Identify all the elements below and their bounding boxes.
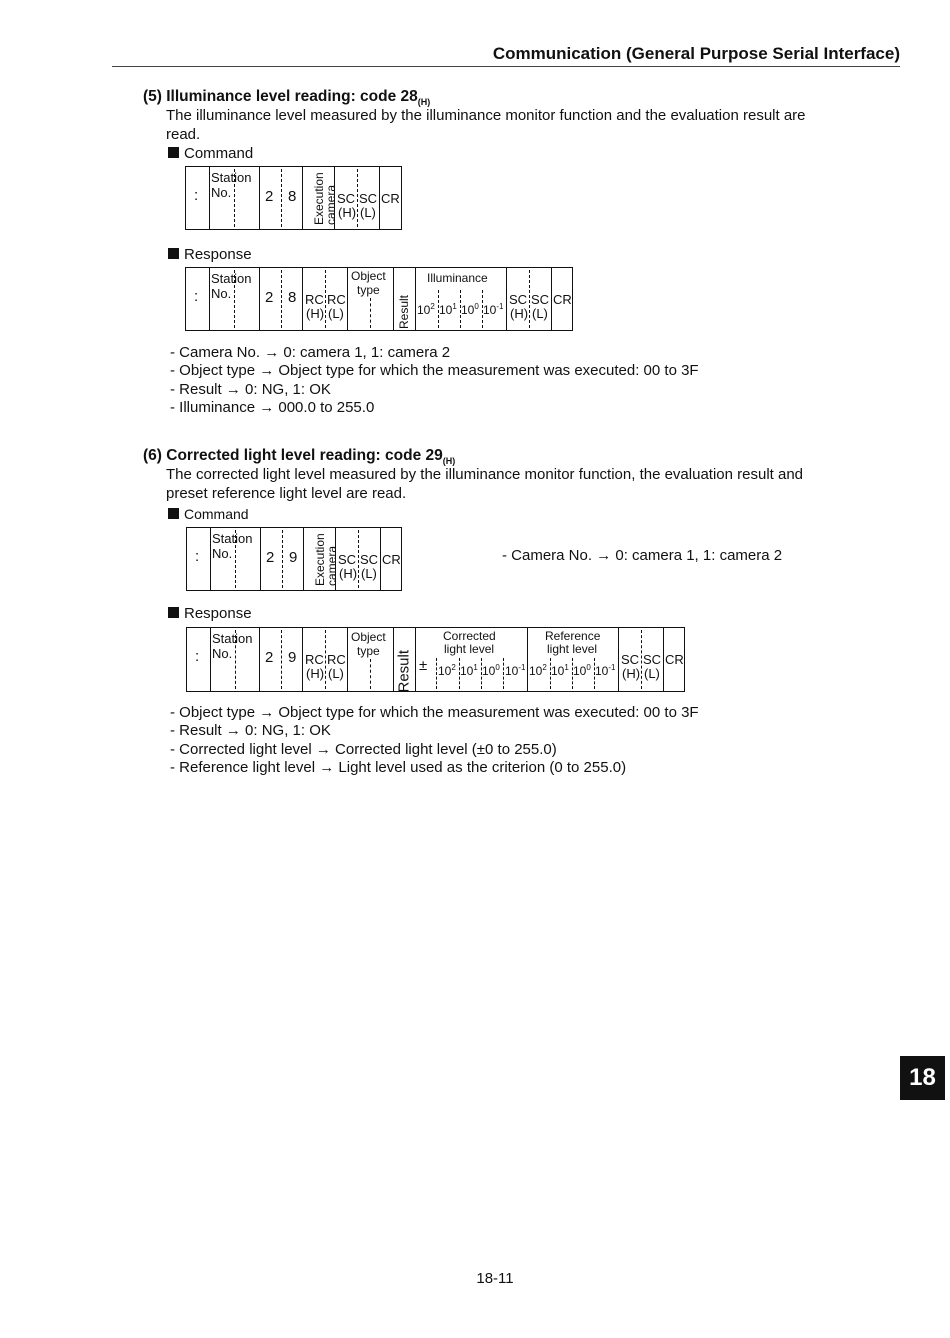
cmd5-station-divider [234, 169, 235, 227]
resp5-cr-cell [551, 268, 572, 330]
page-header [112, 42, 900, 67]
resp6-sc-h: SC [621, 652, 640, 667]
section5-note-2: - Object type → Object type for which the measurement was executed: 00 to 3F [170, 362, 699, 380]
resp5-code-divider [281, 270, 282, 328]
resp6-rc-h: RC [305, 652, 324, 667]
cmd6-sc-h: SC [338, 552, 357, 567]
resp6-r-pm1: $10^{-1}$ [595, 663, 616, 678]
resp5-h: (H) [306, 306, 325, 321]
cmd6-no: No. [212, 546, 233, 561]
cmd5-exec: Execution [312, 172, 326, 225]
resp5-ill-divider-2 [460, 290, 461, 328]
resp6-no: No. [212, 646, 233, 661]
cmd5-cr: CR [381, 191, 400, 206]
square-bullet-icon [168, 508, 179, 519]
resp5-object-divider [370, 298, 371, 328]
section6-response-label-text: Response [184, 605, 252, 622]
cmd6-h: (H) [339, 566, 358, 581]
page-number: 18-11 [476, 1270, 514, 1287]
resp6-plusminus: ± [419, 657, 428, 674]
cmd6-cr: CR [382, 552, 401, 567]
resp5-rc-cell [302, 268, 347, 330]
section5-desc-line1: The illuminance level measured by the illuminance monitor function and the evaluation result are [166, 107, 806, 124]
resp6-corrected-1: Corrected [443, 629, 496, 643]
cmd5-station: Station [211, 170, 252, 185]
cmd5-sc-cell [334, 167, 379, 229]
resp6-object-divider [370, 659, 371, 689]
section5-note-4: - Illuminance → 000.0 to 255.0 [170, 398, 375, 416]
resp5-ill-divider-1 [438, 290, 439, 328]
cmd6-code-cell [260, 528, 303, 590]
section5-description [166, 107, 866, 144]
cmd6-code-d1: 2 [266, 549, 275, 566]
section5-title-text: (5) Illuminance level reading: code 28 [143, 88, 418, 105]
cmd5-no: No. [211, 185, 232, 200]
cmd6-camera: camera [325, 545, 339, 586]
section6-title-text: (6) Corrected light level reading: code 29 [143, 447, 443, 464]
resp5-rc-h: RC [305, 292, 324, 307]
resp6-c-pm1: $10^{-1}$ [505, 663, 526, 678]
section5-title-sub: (H) [417, 97, 431, 107]
resp6-reference-1: Reference [545, 629, 601, 643]
resp5-code-cell [259, 268, 302, 330]
resp5-cr: CR [553, 292, 572, 307]
resp5-p1: $10^1$ [439, 302, 457, 317]
cmd6-station-divider [235, 530, 236, 588]
resp5-rc-divider [325, 270, 326, 328]
cmd6-station-cell [210, 528, 260, 590]
cmd6-code-divider [282, 530, 283, 588]
cmd5-station-cell [209, 167, 259, 229]
resp5-station: Station [211, 271, 252, 286]
resp6-sc-l: SC [643, 652, 662, 667]
resp6-r-p2: $10^2$ [529, 663, 547, 678]
cmd5-exec-cell [302, 167, 338, 229]
resp6-result-cell [393, 628, 415, 691]
resp6-c-divider-1 [436, 658, 437, 689]
resp6-reference-2: light level [547, 642, 598, 656]
resp6-station-divider [235, 630, 236, 689]
section6-command-label [168, 506, 249, 522]
resp6-code-d1: 2 [265, 649, 274, 666]
resp6-corrected-2: light level [444, 642, 495, 656]
resp6-l: (L) [328, 666, 344, 681]
resp5-illuminance-cell [415, 268, 506, 330]
section6-note-1: - Object type → Object type for which the measurement was executed: 00 to 3F [170, 704, 699, 721]
resp5-l: (L) [328, 306, 344, 321]
cmd5-colon-cell [186, 167, 209, 229]
resp6-rc-divider [325, 630, 326, 689]
resp6-c-p0: $10^0$ [482, 663, 500, 678]
resp6-object-cell [347, 628, 393, 691]
resp5-code-d1: 2 [265, 289, 274, 306]
resp6-sc-cell [618, 628, 663, 691]
cmd6-code-d2: 9 [289, 549, 298, 566]
resp5-no: No. [211, 286, 232, 301]
square-bullet-icon [168, 607, 179, 618]
section6-notes [170, 704, 699, 777]
cmd5-camera: camera [324, 184, 338, 225]
cmd6-sc-cell [335, 528, 380, 590]
resp6-code-divider [281, 630, 282, 689]
resp5-colon-cell [186, 268, 209, 330]
cmd6-colon: : [195, 548, 200, 565]
resp6-c-p1: $10^1$ [460, 663, 478, 678]
resp6-cr: CR [665, 652, 684, 667]
header-title: Communication (General Purpose Serial Interface) [492, 44, 900, 63]
square-bullet-icon [168, 248, 179, 259]
section5-response-label [168, 246, 252, 263]
cmd6-exec: Execution [313, 533, 327, 586]
resp6-result: Result [395, 649, 413, 693]
resp6-colon: : [195, 648, 200, 665]
cmd5-code-d2: 8 [288, 188, 297, 205]
resp5-sch: (H) [510, 306, 529, 321]
resp6-sc-divider [641, 630, 642, 689]
resp5-type: type [357, 283, 380, 297]
resp5-illuminance: Illuminance [427, 271, 488, 285]
resp6-corrected-cell [415, 628, 527, 691]
cmd6-station: Station [212, 531, 253, 546]
chapter-tab: 18 [900, 1056, 945, 1100]
cmd6-sc-l: SC [360, 552, 379, 567]
cmd6-colon-cell [187, 528, 210, 590]
resp6-c-p2: $10^2$ [438, 663, 456, 678]
section6-command-label-text: Command [184, 506, 249, 522]
resp6-code-cell [259, 628, 302, 691]
cmd6-sc-divider [358, 530, 359, 588]
resp6-h: (H) [306, 666, 325, 681]
section5-desc-line2: read. [166, 125, 201, 143]
cmd5-l: (L) [360, 205, 376, 220]
resp5-result-cell [393, 268, 415, 330]
section5-notes [170, 344, 699, 417]
resp6-c-divider-4 [503, 658, 504, 689]
section6-response-frame [186, 627, 685, 692]
section6-desc-line2: preset reference light level are read. [166, 484, 407, 502]
cmd5-sc-h: SC [337, 191, 356, 206]
resp6-object: Object [351, 630, 386, 644]
cmd5-sc-l: SC [359, 191, 378, 206]
section6-description [166, 466, 866, 503]
resp6-cr-cell [663, 628, 684, 691]
resp5-p2: $10^2$ [417, 302, 435, 317]
resp5-ill-divider-3 [482, 290, 483, 328]
resp6-r-divider-2 [572, 658, 573, 689]
resp6-r-divider-3 [594, 658, 595, 689]
section6-title [143, 447, 455, 466]
cmd5-h: (H) [338, 205, 357, 220]
cmd5-code-divider [281, 169, 282, 227]
resp5-rc-l: RC [327, 292, 346, 307]
resp6-colon-cell [187, 628, 210, 691]
resp5-p0: $10^0$ [461, 302, 479, 317]
resp6-r-p1: $10^1$ [551, 663, 569, 678]
section5-title [143, 88, 430, 107]
cmd6-exec-cell [303, 528, 339, 590]
section6-note-3: - Corrected light level → Corrected light level (±0 to 255.0) [170, 740, 557, 758]
resp6-rc-cell [302, 628, 347, 691]
resp5-object: Object [351, 269, 386, 283]
cmd5-sc-divider [357, 169, 358, 227]
cmd5-code-cell [259, 167, 302, 229]
section5-command-frame [185, 166, 402, 230]
resp5-code-d2: 8 [288, 289, 297, 306]
section6-command-frame [186, 527, 402, 591]
section5-response-frame [185, 267, 573, 331]
resp6-rc-l: RC [327, 652, 346, 667]
cmd5-colon: : [194, 187, 199, 204]
resp5-scl: (L) [532, 306, 548, 321]
section6-note-2: - Result → 0: NG, 1: OK [170, 722, 331, 740]
resp6-code-d2: 9 [288, 649, 297, 666]
resp6-sch: (H) [622, 666, 641, 681]
section5-note-3: - Result → 0: NG, 1: OK [170, 380, 331, 398]
resp5-object-cell [347, 268, 393, 330]
resp5-sc-h: SC [509, 292, 528, 307]
resp5-sc-cell [506, 268, 551, 330]
cmd5-cr-cell [379, 167, 401, 229]
cmd6-l: (L) [361, 566, 377, 581]
resp6-type: type [357, 644, 380, 658]
section5-command-label-text: Command [184, 145, 254, 162]
resp5-sc-l: SC [531, 292, 550, 307]
section6-response-label [168, 605, 252, 622]
section5-response-label-text: Response [184, 246, 252, 263]
cmd5-code-d1: 2 [265, 188, 274, 205]
resp6-scl: (L) [644, 666, 660, 681]
resp6-station: Station [212, 631, 253, 646]
resp6-station-cell [210, 628, 259, 691]
section6-desc-line1: The corrected light level measured by the illuminance monitor function, the evaluation result and [166, 466, 804, 483]
resp6-c-divider-2 [459, 658, 460, 689]
square-bullet-icon [168, 147, 179, 158]
resp6-r-p0: $10^0$ [573, 663, 591, 678]
cmd6-cr-cell [380, 528, 401, 590]
section5-command-label [168, 145, 253, 162]
section6-command-note: - Camera No. → 0: camera 1, 1: camera 2 [502, 547, 783, 564]
resp6-r-divider-1 [550, 658, 551, 689]
resp6-reference-cell [527, 628, 618, 691]
resp5-pm1: $10^{-1}$ [483, 302, 504, 317]
resp5-sc-divider [529, 270, 530, 328]
resp5-colon: : [194, 288, 199, 305]
resp5-result: Result [397, 294, 411, 329]
resp5-station-cell [209, 268, 259, 330]
section6-title-sub: (H) [442, 456, 456, 466]
section6-note-4: - Reference light level → Light level used as the criterion (0 to 255.0) [170, 758, 627, 776]
section5-note-1: - Camera No. → 0: camera 1, 1: camera 2 [170, 344, 451, 361]
resp5-station-divider [234, 270, 235, 328]
resp6-c-divider-3 [481, 658, 482, 689]
